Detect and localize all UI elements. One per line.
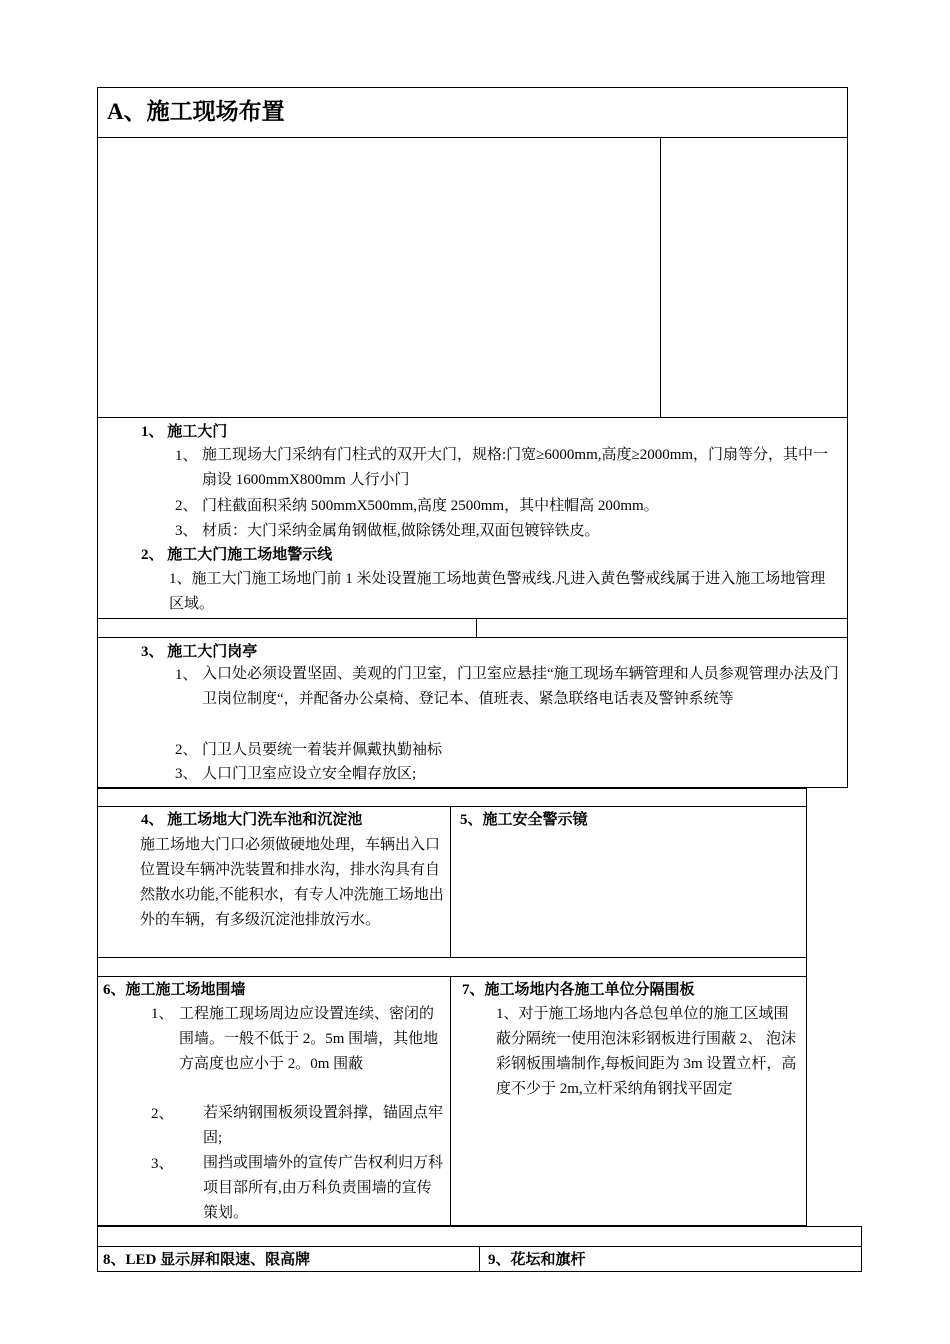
wash-pool-text: 施工场地大门口必须做硬地处理，车辆出入口位置设车辆冲洗装置和排水沟，排水沟具有自然散水功能,不能积水，有专人冲洗施工场地出外的车辆，有多级沉淀池排放污水。 xyxy=(140,837,444,928)
guard-item-1-num: 1、 xyxy=(175,667,198,683)
guard-item-2-text: 门卫人员要统一着装并佩戴执勤袖标 xyxy=(202,742,443,758)
section-title: A、施工现场布置 xyxy=(107,99,285,124)
guard-item-3-num: 3、 xyxy=(175,766,198,782)
gate-item-3-num: 3、 xyxy=(175,523,198,539)
warning-line-text: 1、施工大门施工场地门前 1 米处设置施工场地黄色警戒线.凡进入黄色警戒线属于进入施工场地管理区域。 xyxy=(169,571,826,612)
fence-item-1-text: 工程施工现场周边应设置连续、密闭的围墙。一般不低于 2。5m 围墙，其他地方高度也应小于 2。0m 围蔽 xyxy=(179,1006,439,1072)
image-cell-divider xyxy=(660,137,661,418)
gate-item-1-text: 施工现场大门采纳有门柱式的双开大门，规格:门宽≥6000mm,高度≥2000mm，门扇等分，其中一扇设 1600mmX800mm 人行小门 xyxy=(202,447,829,488)
guard-item-2-num: 2、 xyxy=(175,742,198,758)
flag-heading: 9、花坛和旗杆 xyxy=(488,1252,586,1268)
title-divider xyxy=(97,137,848,138)
gate-item-1-num: 1、 xyxy=(175,448,198,464)
fence-item-2-num: 2、 xyxy=(151,1106,174,1122)
guard-item-1-text: 入口处必须设置坚固、美观的门卫室，门卫室应悬挂“施工现场车辆管理和人员参观管理办法及门卫岗位制度“，并配备办公桌椅、登记本、值班表、紧急联络电话表及警钟系统等 xyxy=(202,666,839,707)
guard-booth-heading: 3、 施工大门岗亭 xyxy=(141,644,258,660)
row45-split xyxy=(450,806,451,957)
gate-item-2-text: 门柱截面积采纳 500mmX500mm,高度 2500mm，其中柱帽高 200mm。 xyxy=(202,498,659,514)
fence-item-2-text: 若采纳钢围板须设置斜撑，锚固点牢固; xyxy=(203,1105,444,1146)
fence-heading: 6、施工施工场地围墙 xyxy=(103,982,246,998)
partition-heading: 7、施工场地内各施工单位分隔围板 xyxy=(462,982,695,998)
spacer-row-bottom xyxy=(97,637,848,638)
gate-item-3-text: 材质：大门采纳金属角钢做框,做除锈处理,双面包镀锌铁皮。 xyxy=(202,523,600,539)
image-row-divider xyxy=(97,417,848,418)
gate-heading: 1、 施工大门 xyxy=(141,424,228,440)
mirror-heading: 5、施工安全警示镜 xyxy=(460,812,588,828)
spacer-row-split xyxy=(476,618,477,637)
gate-item-2-num: 2、 xyxy=(175,498,198,514)
row45-top xyxy=(97,806,807,807)
row89-split xyxy=(479,1246,480,1272)
fence-item-1-num: 1、 xyxy=(151,1006,174,1022)
fence-item-3-text: 围挡或围墙外的宣传广告权利归万科项目部所有,由万科负责围墙的宣传策划。 xyxy=(203,1155,444,1221)
row67-split xyxy=(450,976,451,1226)
led-heading: 8、LED 显示屏和限速、限高牌 xyxy=(103,1252,311,1268)
fence-item-3-num: 3、 xyxy=(151,1156,174,1172)
spacer-row-top xyxy=(97,618,848,619)
warning-line-heading: 2、 施工大门施工场地警示线 xyxy=(141,547,333,563)
wash-pool-heading: 4、 施工场地大门洗车池和沉淀池 xyxy=(141,812,363,828)
partition-text: 1、对于施工场地内各总包单位的施工区域围蔽分隔统一使用泡沫彩钢板进行围蔽 2、 泡沫彩钢板围墙制作,每板间距为 3m 设置立杆，高度不少于 2m,立杆采纳角钢找平固定 xyxy=(496,1006,797,1097)
row45-bottom xyxy=(97,957,807,958)
guard-item-3-text: 人口门卫室应设立安全帽存放区; xyxy=(202,766,417,782)
row67-top xyxy=(97,976,807,977)
